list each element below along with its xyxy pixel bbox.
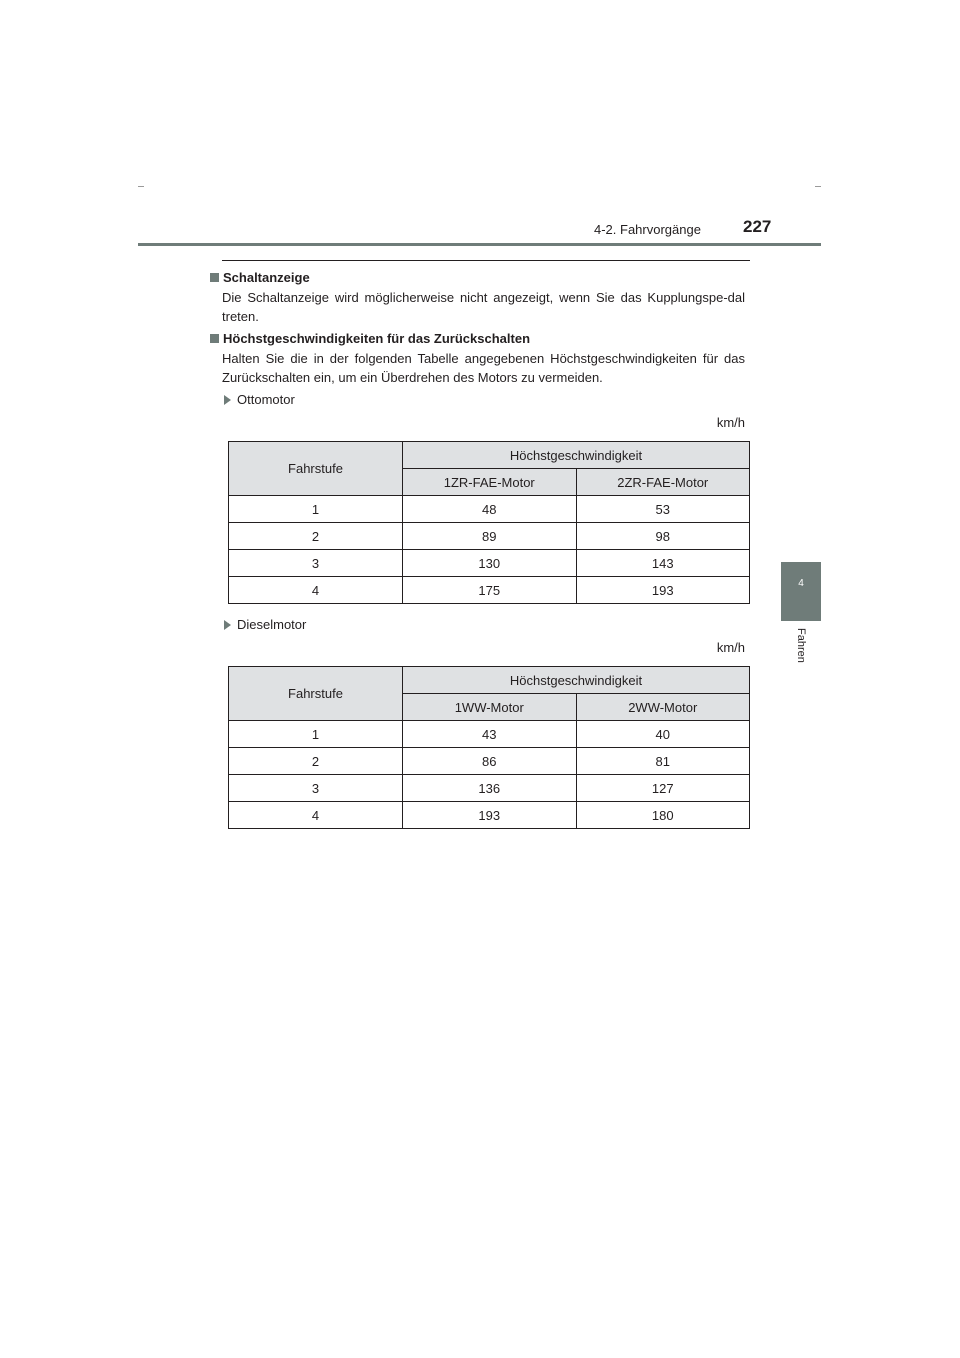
table-row: [229, 802, 750, 829]
crop-mark-right: [815, 186, 821, 187]
header-section-title: 4-2. Fahrvorgänge: [594, 222, 701, 237]
table-cell: 3: [229, 775, 403, 802]
unit-label: km/h: [716, 415, 745, 430]
table-ottomotor: [228, 441, 750, 604]
table-cell: 4: [229, 577, 403, 604]
table-cell: 4: [229, 802, 403, 829]
table-row: [229, 496, 750, 523]
table-cell: 43: [403, 721, 577, 748]
table-cell: 143: [576, 550, 750, 577]
table-cell: 180: [576, 802, 750, 829]
table-cell: 175: [403, 577, 577, 604]
header-speed: Höchstgeschwindigkeit: [403, 667, 750, 694]
table-cell: 2: [229, 748, 403, 775]
header-gear: Fahrstufe: [229, 667, 403, 721]
table-cell: 193: [403, 802, 577, 829]
header-engine: 2WW-Motor: [576, 694, 750, 721]
header-speed: Höchstgeschwindigkeit: [403, 442, 750, 469]
table-cell: 127: [576, 775, 750, 802]
table-cell: 193: [576, 577, 750, 604]
paragraph-schaltanzeige: Die Schaltanzeige wird möglicherweise nicht angezeigt, wenn Sie das Kupplungspe-dal treten.: [222, 290, 745, 324]
table-cell: 136: [403, 775, 577, 802]
header-engine: 2ZR-FAE-Motor: [576, 469, 750, 496]
square-bullet-icon: [210, 273, 219, 282]
table-row: [229, 721, 750, 748]
table-row: [229, 748, 750, 775]
header-gear: Fahrstufe: [229, 442, 403, 496]
bullet-ottomotor: Ottomotor: [224, 392, 295, 407]
heading-schaltanzeige: Schaltanzeige: [210, 270, 310, 285]
table-header-row: [229, 667, 750, 694]
chapter-label: Fahren: [795, 628, 807, 663]
header-rule: [138, 243, 821, 246]
chapter-tab: [781, 562, 821, 621]
triangle-bullet-icon: [224, 395, 231, 405]
table-cell: 86: [403, 748, 577, 775]
table-cell: 2: [229, 523, 403, 550]
crop-mark-left: [138, 186, 144, 187]
square-bullet-icon: [210, 334, 219, 343]
chapter-number: 4: [798, 578, 804, 589]
heading-hoechstgeschwindigkeiten: Höchstgeschwindigkeiten für das Zurückschalten: [210, 331, 530, 346]
table-cell: 1: [229, 496, 403, 523]
unit-label: km/h: [716, 640, 745, 655]
table-cell: 130: [403, 550, 577, 577]
table-cell: 81: [576, 748, 750, 775]
table-cell: 98: [576, 523, 750, 550]
table-cell: 89: [403, 523, 577, 550]
table-row: [229, 550, 750, 577]
paragraph-hoechstgeschwindigkeiten: Halten Sie die in der folgenden Tabelle angegebenen Höchstgeschwindigkeiten für das Zurückschalten ein, um ein Überdrehen des Motors zu vermeiden.: [222, 351, 745, 385]
table-cell: 53: [576, 496, 750, 523]
table-row: [229, 523, 750, 550]
table-cell: 3: [229, 550, 403, 577]
section-divider: [222, 260, 750, 261]
table-dieselmotor: [228, 666, 750, 829]
table-row: [229, 775, 750, 802]
table-cell: 40: [576, 721, 750, 748]
triangle-bullet-icon: [224, 620, 231, 630]
table-cell: 48: [403, 496, 577, 523]
header-engine: 1ZR-FAE-Motor: [403, 469, 577, 496]
header-engine: 1WW-Motor: [403, 694, 577, 721]
table-cell: 1: [229, 721, 403, 748]
bullet-dieselmotor: Dieselmotor: [224, 617, 306, 632]
page-number: 227: [743, 217, 772, 236]
table-row: [229, 577, 750, 604]
table-header-row: [229, 442, 750, 469]
